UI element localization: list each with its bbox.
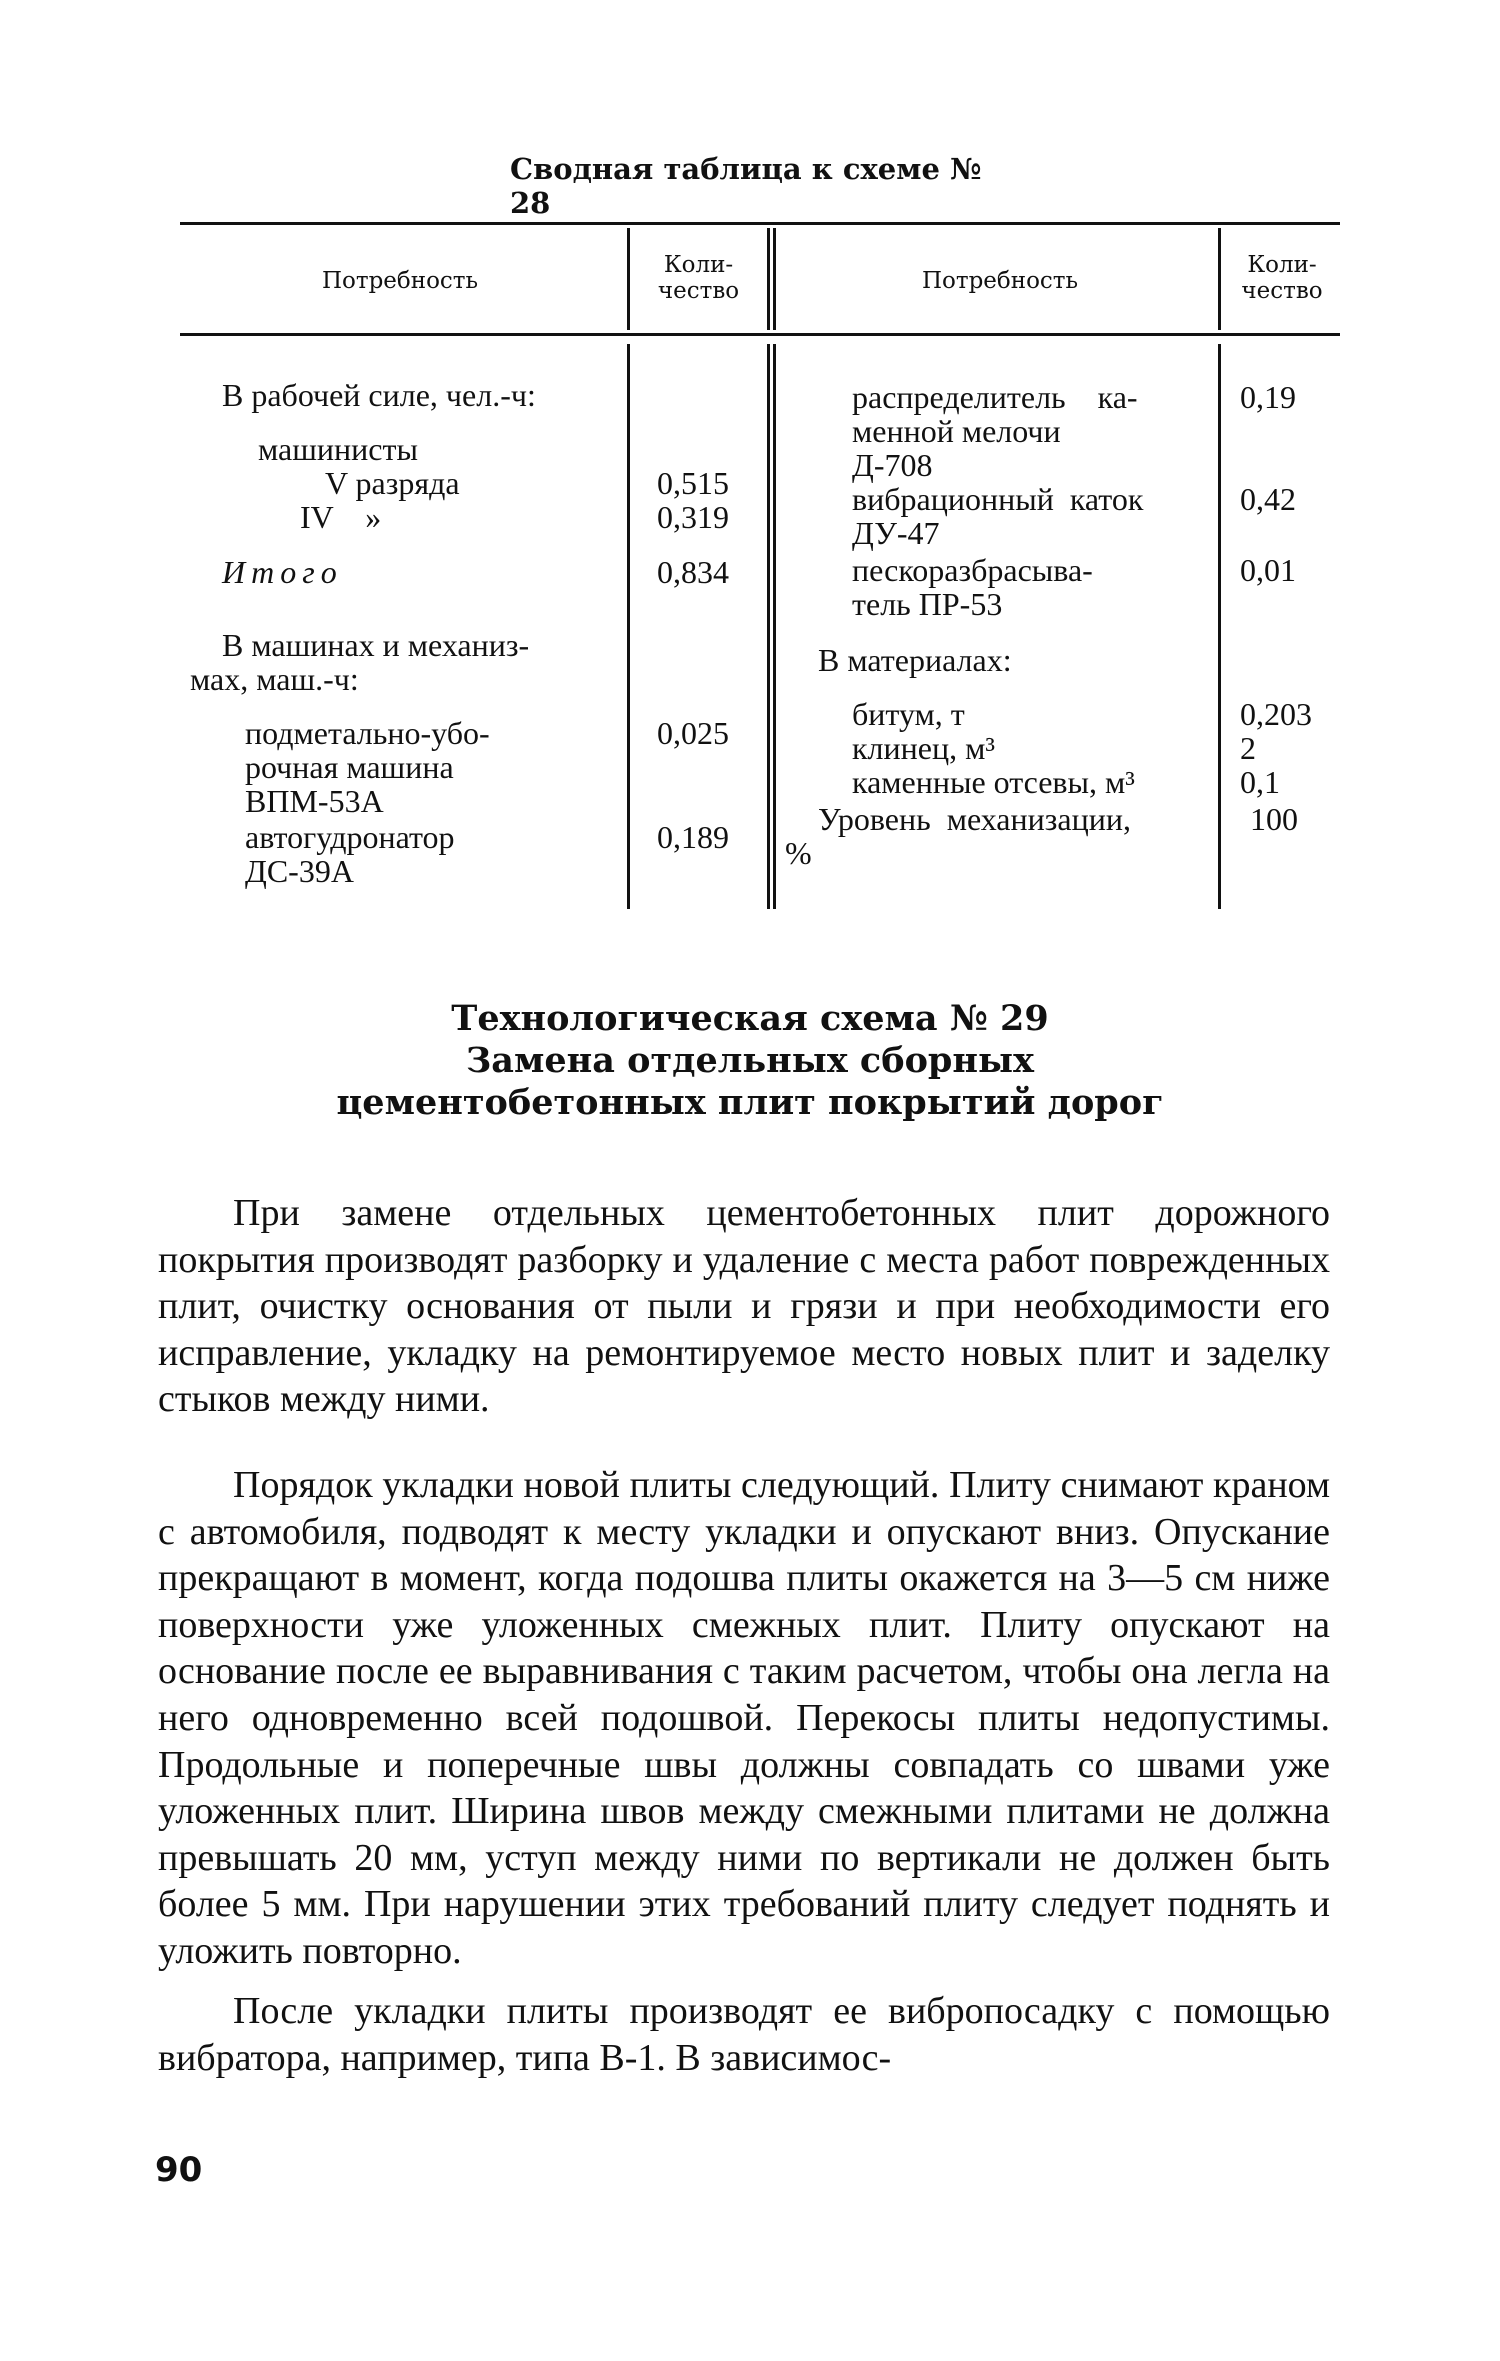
left-row-grade-5: V разряда: [325, 465, 460, 501]
left-row-sweeper-2: рочная машина: [245, 749, 454, 785]
page-number: 90: [155, 2150, 203, 2190]
right-row-materials: В материалах:: [818, 642, 1012, 678]
right-row-mechanization: Уровень механизации,: [818, 801, 1131, 837]
left-row-asphalt-1: автогудронатор: [245, 819, 455, 855]
right-row-spreader-3: Д-708: [852, 447, 933, 483]
table-header-rule: [180, 333, 1340, 336]
header-qty-left-line2: чество: [657, 278, 740, 304]
left-row-operators: машинисты: [258, 431, 418, 467]
header-qty-right: [1222, 252, 1342, 304]
right-value-screenings: 0,1: [1240, 764, 1280, 800]
left-row-sweeper-1: подметально-убо-: [245, 715, 490, 751]
left-value-sweeper: 0,025: [657, 715, 729, 751]
section-title-line2: Замена отдельных сборных: [466, 1040, 1034, 1081]
left-row-machines-1: В машинах и механиз-: [222, 627, 530, 663]
right-row-roller-1: вибрационный каток: [852, 481, 1144, 517]
header-qty-left-line1: Коли-: [663, 252, 734, 278]
paragraph-1: При замене отдельных цементобетонных плит дорожного покрытия производят разборку и удаление с места работ поврежденных плит, очистку основания от пыли и грязи и при необходимости его исправление, укладку на ремонтируемое место новых плит и заделку стыков между ними.: [158, 1192, 1330, 1421]
left-row-grade-4: IV »: [300, 499, 382, 535]
right-row-roller-2: ДУ-47: [852, 515, 940, 551]
left-value-grade-4: 0,319: [657, 499, 729, 535]
right-row-spreader-2: менной мелочи: [852, 413, 1061, 449]
section-title-line3: цементобетонных плит покрытий дорог: [336, 1082, 1164, 1123]
left-row-total: Итого: [222, 554, 343, 590]
table-top-rule: [180, 222, 1340, 225]
header-qty-right-line2: чество: [1241, 278, 1323, 304]
right-value-roller: 0,42: [1240, 481, 1296, 517]
right-row-screenings: каменные отсевы, м³: [852, 764, 1135, 800]
right-row-sander-2: тель ПР-53: [852, 586, 1003, 622]
left-row-asphalt-2: ДС-39А: [245, 853, 354, 889]
right-value-sander: 0,01: [1240, 552, 1296, 588]
body-divider-2b: [773, 344, 776, 909]
right-value-spreader: 0,19: [1240, 379, 1296, 415]
left-value-asphalt: 0,189: [657, 819, 729, 855]
right-value-chips: 2: [1240, 730, 1256, 766]
table-title: Сводная таблица к схеме № 28: [510, 152, 982, 220]
left-value-grade-5: 0,515: [657, 465, 729, 501]
section-title-line1: Технологическая схема № 29: [451, 998, 1049, 1039]
header-need-right: Потребность: [921, 268, 1079, 294]
right-value-mechanization: 100: [1250, 801, 1298, 837]
header-qty-right-line1: Коли-: [1247, 252, 1317, 278]
paragraph-3: После укладки плиты производят ее вибропосадку с помощью вибратора, например, типа В-1. В зависимос-: [158, 1990, 1330, 2079]
right-value-bitumen: 0,203: [1240, 696, 1312, 732]
right-row-percent: %: [785, 835, 812, 871]
right-row-chips: клинец, м³: [852, 730, 995, 766]
right-row-bitumen: битум, т: [852, 696, 965, 732]
header-divider-2a: [767, 228, 770, 330]
header-divider-2b: [773, 228, 776, 330]
header-divider-3: [1218, 228, 1221, 330]
header-qty-left: [630, 252, 767, 304]
body-divider-1: [627, 344, 630, 909]
left-row-sweeper-3: ВПМ-53А: [245, 783, 384, 819]
paragraph-2: Порядок укладки новой плиты следующий. Плиту снимают краном с автомобиля, подводят к месту укладки и опускают вниз. Опускание прекращают в момент, когда подошва плиты окажется на 3—5 см ниже поверхности уже уложенных смежных плит. Плиту опускают на основание после ее выравнивания с таким расчетом, чтобы она легла на него одновременно всей подошвой. Перекосы плиты недопустимы. Продольные и поперечные швы должны совпадать со швами уже уложенных плит. Ширина швов между смежными плитами не должна превышать 20 мм, уступ между ними по вертикали не должен быть более 5 мм. При нарушении этих требований плиту следует поднять и уложить повторно.: [158, 1464, 1330, 1972]
left-row-machines-2: мах, маш.-ч:: [190, 661, 359, 697]
right-row-sander-1: пескоразбрасыва-: [852, 552, 1093, 588]
left-value-total: 0,834: [657, 554, 729, 590]
header-need-left: Потребность: [321, 268, 479, 294]
left-row-labor: В рабочей силе, чел.-ч:: [222, 377, 536, 413]
body-divider-3: [1218, 344, 1221, 909]
right-row-spreader-1: распределитель ка-: [852, 379, 1138, 415]
body-divider-2a: [767, 344, 770, 909]
